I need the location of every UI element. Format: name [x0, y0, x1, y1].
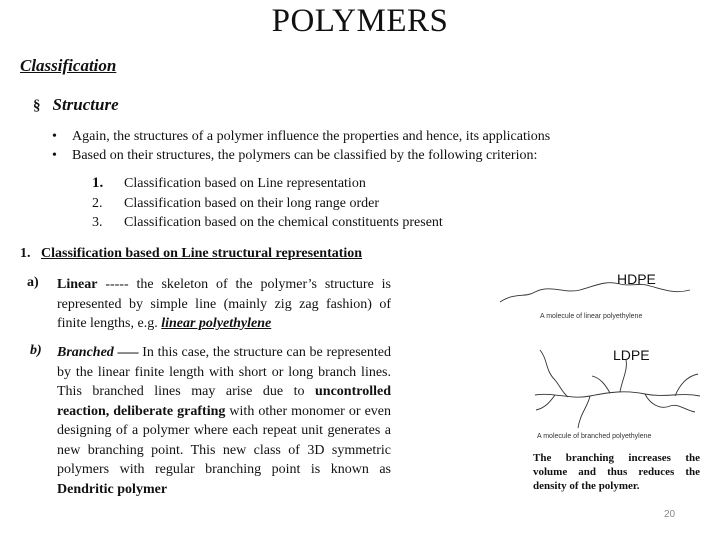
- para-b-marker: b): [30, 343, 42, 358]
- ldpe-label: LDPE: [613, 347, 650, 363]
- bullet-item: [52, 127, 550, 146]
- branched-emphasis-2: Dendritic polymer: [57, 481, 168, 497]
- branching-note: The branching increases the volume and thus reduces the density of the polymer.: [533, 452, 700, 492]
- criteria-text: Classification based on their long range order: [124, 195, 380, 211]
- branched-term: Branched: [57, 345, 114, 360]
- bullet-text: Based on their structures, the polymers can be classified by the following criterion:: [72, 148, 538, 163]
- branched-dashes: –––: [113, 345, 143, 360]
- branched-text-1: In this case, the structure can be represented by the linear finite length with short or long branch lines. This branched lines may arise due to: [57, 345, 391, 399]
- hdpe-label: HDPE: [617, 271, 656, 287]
- criteria-number: 1.: [92, 175, 104, 191]
- section-heading: [20, 246, 362, 262]
- para-linear: [57, 275, 391, 334]
- structure-label: Structure: [52, 95, 119, 114]
- classification-heading: Classification: [20, 56, 117, 75]
- criteria-item: [92, 213, 443, 233]
- bullet-text: Again, the structures of a polymer influence the properties and hence, its applications: [72, 129, 551, 144]
- criteria-number: 3.: [92, 215, 103, 230]
- para-branched: [57, 343, 391, 499]
- criteria-item: [92, 174, 443, 194]
- criteria-list: [92, 174, 443, 233]
- para-a-marker: a): [27, 275, 39, 290]
- linear-text: ----- the skeleton of the polymer’s structure is represented by simple line (mainly zig zag fashion) of finite lengths, e.g.: [57, 277, 391, 331]
- page-number: 20: [664, 509, 676, 520]
- bullet-marker: •: [52, 129, 57, 144]
- bullet-list: [52, 127, 550, 165]
- bullet-item: [52, 146, 550, 165]
- section-label: Classification based on Line structural representation: [41, 246, 363, 261]
- section-number: 1.: [20, 246, 31, 261]
- linear-chain: [500, 283, 690, 302]
- branched-polymer-diagram: [500, 340, 710, 435]
- structure-heading: [33, 95, 119, 115]
- linear-example: linear polyethylene: [161, 316, 272, 331]
- criteria-text: Classification based on the chemical constituents present: [124, 215, 443, 230]
- branched-emphasis-1: uncontrolled reaction, deliberate grafting: [57, 384, 391, 419]
- criteria-text: Classification based on Line representation: [124, 176, 366, 191]
- linear-caption: A molecule of linear polyethylene: [540, 313, 643, 320]
- section-marker: §: [33, 98, 41, 114]
- bullet-marker: •: [52, 148, 57, 163]
- page-title: POLYMERS: [271, 3, 449, 39]
- criteria-number: 2.: [92, 195, 103, 211]
- branched-caption: A molecule of branched polyethylene: [537, 433, 652, 440]
- branched-text-2: with other monomer or even designing of a polymer where each repeat unit generates a new branching point. This new class of 3D symmetric polymers with regular branching point is known as: [57, 403, 391, 477]
- linear-term: Linear: [57, 277, 98, 292]
- criteria-item: [92, 194, 443, 214]
